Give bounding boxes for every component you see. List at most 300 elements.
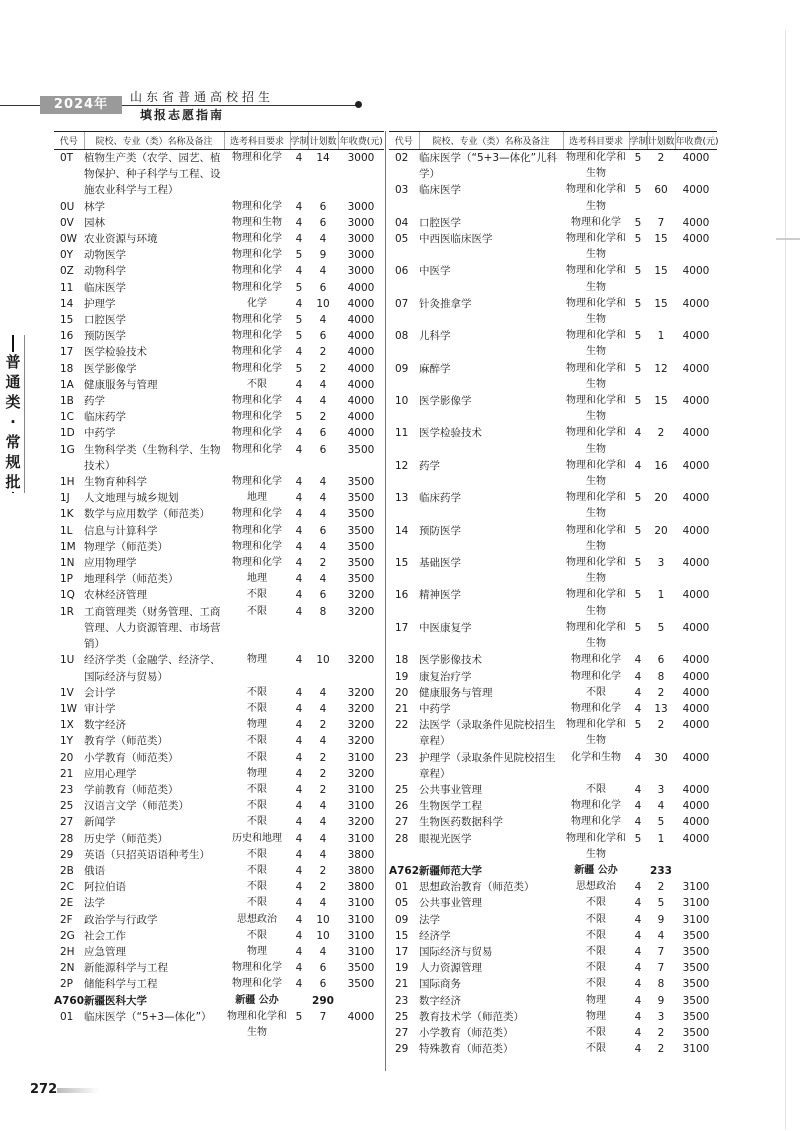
years-value: 4 xyxy=(634,670,642,683)
annual-fee: 3000 xyxy=(347,216,375,229)
subject-requirement: 不限 xyxy=(586,1043,606,1055)
major-code: 10 xyxy=(395,395,409,408)
major-code: 14 xyxy=(395,524,409,537)
table-row xyxy=(389,814,717,830)
major-name: 法医学（录取条件见院校招生章程） xyxy=(419,719,556,748)
plan-count: 4 xyxy=(319,233,327,246)
table-row xyxy=(389,895,717,911)
plan-count: 13 xyxy=(654,702,668,715)
major-code: 0W xyxy=(60,233,78,246)
table-row xyxy=(389,960,717,976)
annual-fee: 3800 xyxy=(347,848,375,861)
plan-count: 9 xyxy=(657,913,665,926)
annual-fee: 4000 xyxy=(682,557,710,570)
annual-fee: 3000 xyxy=(347,249,375,262)
major-name: 临床医学（“5+3—体化”） xyxy=(84,1010,212,1023)
subject-requirement: 物理和化学 xyxy=(232,443,282,455)
years-value: 4 xyxy=(295,913,303,926)
annual-fee: 4000 xyxy=(682,800,710,813)
table-row xyxy=(54,976,384,992)
plan-count: 8 xyxy=(657,978,665,991)
major-code: 05 xyxy=(395,233,409,246)
major-name: 精神医学 xyxy=(419,589,461,602)
major-code: 12 xyxy=(395,459,409,472)
plan-count: 4 xyxy=(319,492,327,505)
table-row xyxy=(389,685,717,701)
school-code: A762 xyxy=(389,864,420,877)
major-code: 2E xyxy=(60,897,74,910)
years-value: 4 xyxy=(295,524,303,537)
table-row xyxy=(54,215,384,231)
plan-count: 2 xyxy=(657,686,665,699)
table-row xyxy=(389,555,717,587)
table-row xyxy=(54,393,384,409)
annual-fee: 3500 xyxy=(682,1010,710,1023)
page-number-decoration xyxy=(57,1088,99,1093)
years-value: 5 xyxy=(634,395,642,408)
major-code: 0U xyxy=(60,200,75,213)
subject-requirement: 物理和化学 xyxy=(571,702,621,714)
table-row xyxy=(389,587,717,619)
years-value: 5 xyxy=(634,832,642,845)
major-code: 2N xyxy=(60,962,75,975)
major-code: 11 xyxy=(395,427,409,440)
plan-count: 2 xyxy=(319,719,327,732)
table-row xyxy=(389,150,717,183)
table-row xyxy=(54,328,384,344)
subject-requirement: 物理和化学 xyxy=(232,476,282,488)
years-value: 4 xyxy=(634,702,642,715)
school-code: A760 xyxy=(54,994,85,1007)
years-value: 4 xyxy=(295,540,303,553)
table-row xyxy=(389,669,717,685)
major-code: 2B xyxy=(60,864,74,877)
major-code: 0Z xyxy=(60,265,74,278)
plan-count: 15 xyxy=(654,297,668,310)
subject-requirement: 化学和生物 xyxy=(571,751,621,763)
major-code: 0Y xyxy=(60,249,74,262)
major-name: 生物医药数据科学 xyxy=(419,816,503,829)
table-row xyxy=(389,215,717,231)
subject-requirement: 物理和化学和生物 xyxy=(566,524,626,552)
table-row xyxy=(54,344,384,360)
major-code: 19 xyxy=(395,962,409,975)
subject-requirement: 物理 xyxy=(247,767,267,779)
subject-requirement: 不限 xyxy=(247,800,267,812)
plan-count: 4 xyxy=(657,800,665,813)
years-value: 4 xyxy=(634,1010,642,1023)
school-region: 新疆 公办 xyxy=(235,994,279,1006)
major-code: 20 xyxy=(395,686,409,699)
years-value: 4 xyxy=(295,605,303,618)
annual-fee: 3200 xyxy=(347,605,375,618)
table-row xyxy=(54,879,384,895)
subject-requirement: 物理和化学 xyxy=(232,200,282,212)
major-name: 审计学 xyxy=(84,702,116,715)
subject-requirement: 化学 xyxy=(247,297,267,309)
annual-fee: 3100 xyxy=(347,800,375,813)
table-row xyxy=(54,247,384,263)
plan-count: 6 xyxy=(319,443,327,456)
major-code: 1C xyxy=(60,411,75,424)
annual-fee: 3500 xyxy=(347,476,375,489)
plan-count: 4 xyxy=(319,897,327,910)
table-row xyxy=(389,1041,717,1057)
major-code: 25 xyxy=(395,1010,409,1023)
annual-fee: 3100 xyxy=(347,832,375,845)
major-code: 1P xyxy=(60,573,74,586)
major-code: 14 xyxy=(60,297,74,310)
major-name: 数字经济 xyxy=(419,994,461,1007)
subject-requirement: 物理和化学 xyxy=(571,800,621,812)
table-row xyxy=(54,523,384,539)
table-row xyxy=(54,296,384,312)
subject-requirement: 物理和化学 xyxy=(232,346,282,358)
major-code: 1W xyxy=(60,702,78,715)
subject-requirement: 物理和化学和生物 xyxy=(566,184,626,212)
table-row xyxy=(54,199,384,215)
plan-count: 6 xyxy=(319,978,327,991)
year-badge: 2024年 xyxy=(40,96,122,114)
major-name: 教育技术学（师范类） xyxy=(419,1010,524,1023)
subject-requirement: 物理和化学 xyxy=(232,427,282,439)
major-name: 生物医学工程 xyxy=(419,800,482,813)
table-row xyxy=(389,782,717,798)
years-value: 5 xyxy=(634,216,642,229)
major-name: 历史学（师范类） xyxy=(84,832,168,845)
years-value: 4 xyxy=(634,881,642,894)
plan-count: 7 xyxy=(657,962,665,975)
plan-count: 4 xyxy=(319,945,327,958)
years-value: 4 xyxy=(634,816,642,829)
annual-fee: 3500 xyxy=(347,524,375,537)
plan-count: 16 xyxy=(654,459,668,472)
major-code: 1J xyxy=(60,492,70,505)
annual-fee: 3100 xyxy=(682,897,710,910)
plan-count: 3 xyxy=(657,783,665,796)
major-code: 1M xyxy=(60,540,76,553)
table-row xyxy=(54,555,384,571)
table-row xyxy=(389,1009,717,1025)
plan-count: 8 xyxy=(657,670,665,683)
annual-fee: 3000 xyxy=(347,265,375,278)
major-name: 儿科学 xyxy=(419,330,451,343)
school-name: 新疆医科大学 xyxy=(84,994,147,1007)
plan-count: 4 xyxy=(319,816,327,829)
annual-fee: 3100 xyxy=(347,751,375,764)
major-name: 口腔医学 xyxy=(419,216,461,229)
annual-fee: 3100 xyxy=(682,1043,710,1056)
major-code: 20 xyxy=(60,751,74,764)
subject-requirement: 不限 xyxy=(247,589,267,601)
years-value: 5 xyxy=(295,281,303,294)
major-name: 预防医学 xyxy=(84,330,126,343)
col-header-name: 院校、专业（类）名称及备注 xyxy=(84,132,224,150)
major-name: 眼视光医学 xyxy=(419,832,472,845)
years-value: 5 xyxy=(634,233,642,246)
annual-fee: 3100 xyxy=(682,881,710,894)
major-name: 农业资源与环境 xyxy=(84,233,158,246)
table-row xyxy=(389,425,717,457)
annual-fee: 4000 xyxy=(682,427,710,440)
subject-requirement: 物理和化学和生物 xyxy=(566,492,626,520)
annual-fee: 3200 xyxy=(347,589,375,602)
years-value: 5 xyxy=(295,314,303,327)
major-name: 应用物理学 xyxy=(84,557,137,570)
major-code: 08 xyxy=(395,330,409,343)
table-row xyxy=(54,409,384,425)
major-code: 21 xyxy=(60,767,74,780)
major-name: 公共事业管理 xyxy=(419,783,482,796)
table-row xyxy=(389,879,717,895)
major-name: 法学 xyxy=(84,897,105,910)
major-code: 1A xyxy=(60,378,74,391)
years-value: 5 xyxy=(634,184,642,197)
years-value: 4 xyxy=(634,800,642,813)
years-value: 4 xyxy=(295,702,303,715)
plan-count: 20 xyxy=(654,492,668,505)
major-name: 临床药学 xyxy=(84,411,126,424)
years-value: 4 xyxy=(295,152,303,164)
major-name: 中医学 xyxy=(419,265,451,278)
major-name: 基础医学 xyxy=(419,557,461,570)
plan-count: 2 xyxy=(319,346,327,359)
annual-fee: 3200 xyxy=(347,719,375,732)
major-name: 中药学 xyxy=(419,702,451,715)
plan-count: 10 xyxy=(316,654,330,667)
annual-fee: 3100 xyxy=(347,897,375,910)
subject-requirement: 不限 xyxy=(586,1026,606,1038)
col-header-plan: 计划数 xyxy=(308,132,338,150)
table-row xyxy=(389,490,717,522)
plan-count: 1 xyxy=(657,832,665,845)
major-code: 2G xyxy=(60,929,75,942)
plan-count: 15 xyxy=(654,233,668,246)
plan-count: 2 xyxy=(319,767,327,780)
major-code: 23 xyxy=(395,751,409,764)
years-value: 4 xyxy=(634,783,642,796)
major-name: 健康服务与管理 xyxy=(419,686,493,699)
col-header-fee: 年收费(元) xyxy=(338,132,384,150)
major-name: 护理学 xyxy=(84,297,116,310)
annual-fee: 3500 xyxy=(347,573,375,586)
plan-count: 2 xyxy=(657,719,665,732)
plan-count: 4 xyxy=(319,395,327,408)
subject-requirement: 物理和化学 xyxy=(232,152,282,163)
table-row xyxy=(54,150,384,199)
years-value: 4 xyxy=(295,783,303,796)
major-name: 国际经济与贸易 xyxy=(419,945,493,958)
years-value: 5 xyxy=(634,719,642,732)
major-name: 经济学类（金融学、经济学、国际经济与贸易） xyxy=(84,654,221,683)
table-row xyxy=(389,328,717,360)
school-row xyxy=(54,993,384,1009)
years-value: 4 xyxy=(634,978,642,991)
major-code: 0T xyxy=(60,152,74,164)
plan-count: 4 xyxy=(319,702,327,715)
subject-requirement: 物理和化学和生物 xyxy=(566,832,626,860)
subject-requirement: 物理和化学和生物 xyxy=(566,621,626,650)
years-value: 4 xyxy=(295,443,303,456)
table-row xyxy=(389,798,717,814)
col-header-years: 学制 xyxy=(629,132,647,150)
table-row xyxy=(389,944,717,960)
right-column xyxy=(389,131,717,1057)
table-row xyxy=(389,652,717,668)
annual-fee: 4000 xyxy=(347,411,375,424)
major-name: 人文地理与城乡规划 xyxy=(84,492,179,505)
major-code: 04 xyxy=(395,216,409,229)
plan-count: 4 xyxy=(319,832,327,845)
subject-requirement: 物理 xyxy=(586,994,606,1006)
table-row xyxy=(389,523,717,555)
major-code: 27 xyxy=(395,816,409,829)
header-title-line2: 填报志愿指南 xyxy=(140,108,225,122)
table-row xyxy=(54,361,384,377)
major-name: 俄语 xyxy=(84,864,105,877)
annual-fee: 4000 xyxy=(682,216,710,229)
major-code: 28 xyxy=(60,832,74,845)
annual-fee: 3100 xyxy=(347,913,375,926)
subject-requirement: 不限 xyxy=(586,945,606,957)
annual-fee: 4000 xyxy=(682,152,710,164)
major-code: 09 xyxy=(395,362,409,375)
plan-count: 2 xyxy=(657,1026,665,1039)
side-tab-label xyxy=(2,352,24,492)
subject-requirement: 物理和化学 xyxy=(571,216,621,228)
major-code: 27 xyxy=(395,1026,409,1039)
major-name: 社会工作 xyxy=(84,929,126,942)
major-name: 地理科学（师范类） xyxy=(84,573,179,586)
major-name: 医学检验技术 xyxy=(419,427,482,440)
annual-fee: 3200 xyxy=(347,654,375,667)
table-row xyxy=(389,831,717,863)
page-number: 272 xyxy=(30,1082,58,1097)
school-plan-total: 290 xyxy=(312,994,334,1007)
major-code: 17 xyxy=(60,346,74,359)
annual-fee: 4000 xyxy=(682,751,710,764)
side-char: 通 xyxy=(5,373,21,391)
plan-count: 10 xyxy=(316,913,330,926)
plan-count: 6 xyxy=(319,330,327,343)
years-value: 4 xyxy=(295,395,303,408)
major-name: 教育学（师范类） xyxy=(84,735,168,748)
years-value: 4 xyxy=(295,767,303,780)
table-row xyxy=(54,231,384,247)
plan-count: 2 xyxy=(657,1043,665,1056)
years-value: 4 xyxy=(634,751,642,764)
annual-fee: 4000 xyxy=(682,621,710,634)
major-code: 25 xyxy=(395,783,409,796)
plan-count: 6 xyxy=(319,281,327,294)
major-code: 2H xyxy=(60,945,75,958)
plan-count: 5 xyxy=(657,897,665,910)
major-code: 18 xyxy=(395,654,409,667)
table-row xyxy=(54,539,384,555)
annual-fee: 4000 xyxy=(682,330,710,343)
major-code: 0V xyxy=(60,216,74,229)
school-years-empty xyxy=(290,993,308,1009)
years-value: 4 xyxy=(295,589,303,602)
plan-count: 14 xyxy=(316,152,330,164)
major-code: 15 xyxy=(395,929,409,942)
plan-count: 6 xyxy=(319,524,327,537)
subject-requirement: 物理和化学和生物 xyxy=(566,589,626,617)
subject-requirement: 物理和化学 xyxy=(232,265,282,277)
years-value: 4 xyxy=(295,427,303,440)
annual-fee: 4000 xyxy=(682,233,710,246)
side-char: 类 xyxy=(5,393,21,411)
table-row xyxy=(389,182,717,214)
side-tab-bar-thin xyxy=(24,335,25,493)
plan-count: 4 xyxy=(319,265,327,278)
annual-fee: 3100 xyxy=(682,913,710,926)
subject-requirement: 物理和化学和生物 xyxy=(566,427,626,455)
annual-fee: 3500 xyxy=(682,978,710,991)
plan-count: 2 xyxy=(319,362,327,375)
major-name: 人力资源管理 xyxy=(419,962,482,975)
side-char: · xyxy=(10,413,16,431)
table-row xyxy=(389,976,717,992)
annual-fee: 3000 xyxy=(347,200,375,213)
years-value: 4 xyxy=(295,735,303,748)
subject-requirement: 物理和化学 xyxy=(232,978,282,990)
annual-fee: 3500 xyxy=(347,508,375,521)
plan-count: 7 xyxy=(657,216,665,229)
annual-fee: 3500 xyxy=(347,962,375,975)
subject-requirement: 物理和化学和生物 xyxy=(566,459,626,488)
annual-fee: 3500 xyxy=(347,978,375,991)
years-value: 4 xyxy=(295,751,303,764)
plan-count: 4 xyxy=(319,378,327,391)
annual-fee: 3800 xyxy=(347,864,375,877)
table-row xyxy=(54,895,384,911)
plan-count: 12 xyxy=(654,362,668,375)
major-name: 数学与应用数学（师范类） xyxy=(84,508,210,521)
years-value: 5 xyxy=(295,1010,303,1023)
major-name: 新能源科学与工程 xyxy=(84,962,168,975)
plan-count: 2 xyxy=(319,864,327,877)
subject-requirement: 物理和化学 xyxy=(571,670,621,682)
plan-count: 4 xyxy=(319,848,327,861)
annual-fee: 3500 xyxy=(682,962,710,975)
major-name: 口腔医学 xyxy=(84,314,126,327)
school-name: 新疆师范大学 xyxy=(419,864,482,877)
major-code: 17 xyxy=(395,945,409,958)
subject-requirement: 不限 xyxy=(247,897,267,909)
right-table xyxy=(389,131,717,1057)
col-header-subject: 选考科目要求 xyxy=(563,132,629,150)
major-code: 1Q xyxy=(60,589,75,602)
years-value: 4 xyxy=(295,962,303,975)
years-value: 4 xyxy=(634,962,642,975)
annual-fee: 4000 xyxy=(347,395,375,408)
table-header-row xyxy=(389,132,717,150)
major-name: 临床医学 xyxy=(84,281,126,294)
table-row xyxy=(54,863,384,879)
table-row xyxy=(54,733,384,749)
major-name: 临床药学 xyxy=(419,492,461,505)
annual-fee: 3500 xyxy=(347,557,375,570)
subject-requirement: 不限 xyxy=(247,929,267,941)
table-row xyxy=(389,750,717,782)
table-row xyxy=(54,587,384,603)
annual-fee: 4000 xyxy=(682,589,710,602)
plan-count: 5 xyxy=(657,621,665,634)
major-code: 1G xyxy=(60,443,75,456)
years-value: 4 xyxy=(634,929,642,942)
major-code: 1V xyxy=(60,686,74,699)
